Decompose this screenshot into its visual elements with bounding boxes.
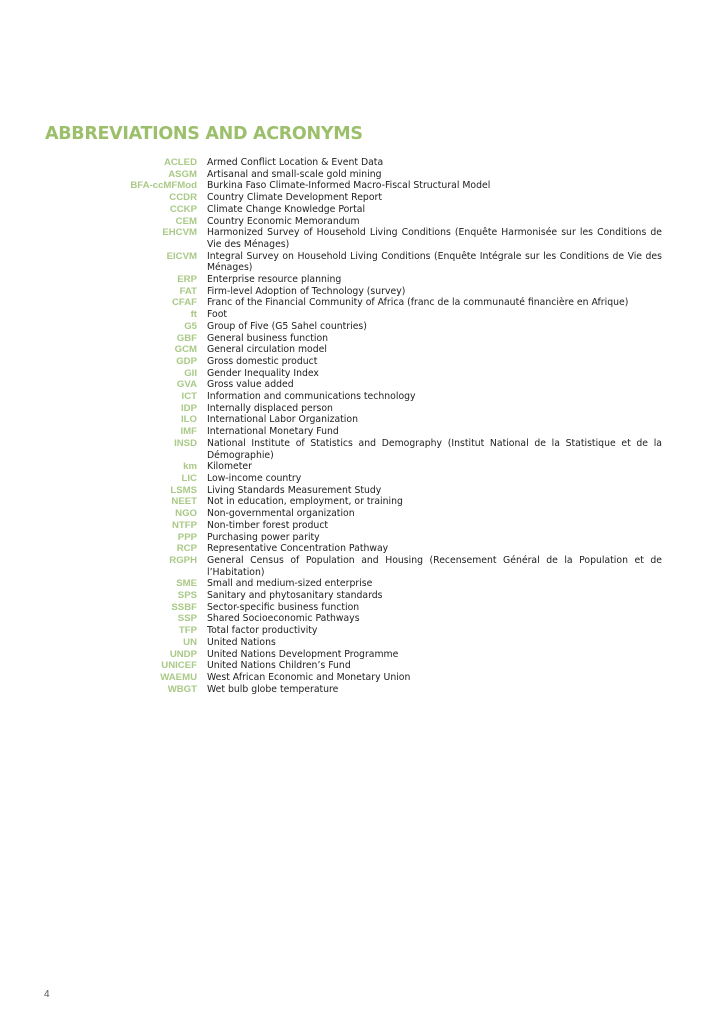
abbreviation-definition: National Institute of Statistics and Demography (Institut National de la Statistique et de la Démographie) (207, 437, 662, 461)
abbreviation-row (0, 414, 724, 426)
abbreviation-definition: Gender Inequality Index (207, 367, 319, 379)
abbreviation-term: NTFP (171, 519, 197, 531)
abbreviation-term: GBF (176, 332, 197, 344)
abbreviation-row (0, 672, 724, 684)
abbreviation-term: EHCVM (162, 227, 197, 239)
abbreviation-row (0, 543, 724, 555)
abbreviation-definition: Wet bulb globe temperature (207, 683, 339, 695)
abbreviation-row (0, 180, 724, 192)
abbreviation-definition: General circulation model (207, 344, 327, 356)
abbreviation-row (0, 684, 724, 696)
abbreviation-row (0, 438, 724, 461)
abbreviation-term: LIC (181, 472, 197, 484)
abbreviation-definition: Total factor productivity (207, 625, 318, 637)
abbreviation-row (0, 309, 724, 321)
abbreviation-term: PPP (177, 531, 197, 543)
abbreviation-definition: Harmonized Survey of Household Living Conditions (Enquête Harmonisée sur les Conditions de Vie des Ménages) (207, 227, 662, 250)
abbreviation-term: GII (184, 367, 197, 379)
abbreviation-row (0, 157, 724, 169)
abbreviation-definition: Low-income country (207, 472, 302, 484)
abbreviation-row (0, 344, 724, 356)
abbreviation-definition: Franc of the Financial Community of Africa (franc de la communauté financière en Afrique) (207, 297, 629, 309)
abbreviation-row (0, 192, 724, 204)
abbreviation-term: FAT (179, 285, 197, 297)
abbreviation-definition: Information and communications technology (207, 391, 416, 403)
abbreviation-term: GDP (176, 355, 197, 367)
abbreviation-term: TFP (178, 625, 197, 637)
abbreviation-term: IDP (181, 402, 197, 414)
abbreviation-row (0, 403, 724, 415)
abbreviation-definition: International Labor Organization (207, 414, 358, 426)
abbreviation-row (0, 227, 724, 250)
abbreviation-row (0, 660, 724, 672)
abbreviation-row (0, 286, 724, 298)
abbreviation-row (0, 216, 724, 228)
abbreviation-term: GCM (174, 344, 197, 356)
abbreviation-term: ERP (177, 274, 197, 286)
abbreviation-row (0, 356, 724, 368)
abbreviation-definition: Gross value added (207, 379, 294, 391)
abbreviation-row (0, 379, 724, 391)
abbreviation-definition: United Nations Children’s Fund (207, 660, 351, 672)
abbreviation-row (0, 649, 724, 661)
abbreviation-term: ASGM (168, 168, 197, 180)
abbreviation-row (0, 625, 724, 637)
abbreviation-term: CCDR (169, 192, 197, 204)
page-number: 4 (44, 989, 50, 1000)
abbreviation-row (0, 532, 724, 544)
abbreviation-term: NGO (175, 508, 197, 520)
abbreviation-term: GVA (176, 379, 197, 391)
abbreviation-definition: West African Economic and Monetary Union (207, 671, 411, 683)
abbreviation-row (0, 637, 724, 649)
abbreviation-definition: Enterprise resource planning (207, 274, 342, 286)
abbreviation-term: ACLED (163, 157, 197, 168)
abbreviation-definition: Shared Socioeconomic Pathways (207, 613, 360, 625)
abbreviation-definition: Purchasing power parity (207, 531, 320, 543)
abbreviation-term: CFAF (171, 297, 197, 309)
abbreviation-row (0, 169, 724, 181)
abbreviation-term: UNICEF (161, 660, 197, 672)
abbreviation-term: CEM (175, 215, 197, 227)
abbreviation-row (0, 496, 724, 508)
abbreviation-term: IMF (180, 426, 197, 438)
abbreviation-row (0, 368, 724, 380)
abbreviation-term: SME (176, 578, 197, 590)
abbreviation-row (0, 251, 724, 274)
abbreviation-row (0, 590, 724, 602)
abbreviation-term: LSMS (170, 484, 197, 496)
abbreviation-term: EICVM (166, 250, 197, 262)
abbreviation-definition: Artisanal and small-scale gold mining (207, 168, 382, 180)
abbreviation-definition: Internally displaced person (207, 402, 333, 414)
abbreviation-row (0, 333, 724, 345)
abbreviation-definition: Not in education, employment, or training (207, 496, 403, 508)
abbreviation-term: RGPH (169, 554, 197, 566)
abbreviation-term: NEET (171, 496, 197, 508)
abbreviation-row (0, 508, 724, 520)
abbreviation-definition: Climate Change Knowledge Portal (207, 203, 366, 215)
abbreviation-row (0, 461, 724, 473)
abbreviation-row (0, 426, 724, 438)
abbreviation-definition: General Census of Population and Housing (Recensement Général de la Population et de l’Habitation) (207, 554, 662, 578)
abbreviation-term: ICT (181, 391, 197, 403)
abbreviation-definition: General business function (207, 332, 329, 344)
abbreviation-row (0, 297, 724, 309)
abbreviation-definition: Small and medium-sized enterprise (207, 578, 373, 590)
abbreviation-definition: Gross domestic product (207, 355, 318, 367)
abbreviation-definition: United Nations (207, 636, 276, 648)
abbreviation-definition: Foot (207, 309, 228, 321)
abbreviation-definition: Non-governmental organization (207, 508, 355, 520)
abbreviation-definition: Sector-specific business function (207, 601, 360, 613)
abbreviation-row (0, 204, 724, 216)
abbreviation-definition: Kilometer (207, 461, 252, 473)
abbreviation-definition: Country Economic Memorandum (207, 215, 360, 227)
abbreviation-row (0, 578, 724, 590)
abbreviation-definition: Country Climate Development Report (207, 192, 382, 204)
abbreviation-term: CCKP (169, 203, 197, 215)
abbreviation-row (0, 613, 724, 625)
abbreviation-term: INSD (174, 437, 197, 449)
abbreviation-term: RCP (176, 543, 197, 555)
abbreviation-term: WBGT (167, 683, 197, 695)
abbreviation-term: G5 (184, 320, 197, 332)
abbreviation-row (0, 321, 724, 333)
abbreviation-definition: Living Standards Measurement Study (207, 484, 382, 496)
abbreviation-term: ft (190, 309, 197, 321)
abbreviation-definition: Sanitary and phytosanitary standards (207, 590, 383, 602)
abbreviation-row (0, 485, 724, 497)
abbreviation-term: SSBF (171, 601, 197, 613)
abbreviation-definition: Non-timber forest product (207, 519, 329, 531)
abbreviation-row (0, 473, 724, 485)
abbreviation-row (0, 274, 724, 286)
abbreviation-definition: United Nations Development Programme (207, 648, 399, 660)
abbreviation-row (0, 602, 724, 614)
abbreviation-term: UN (183, 636, 197, 648)
abbreviation-definition: Group of Five (G5 Sahel countries) (207, 320, 367, 332)
abbreviation-definition: Representative Concentration Pathway (207, 543, 389, 555)
abbreviation-term: SSP (177, 613, 197, 625)
abbreviation-term: WAEMU (160, 671, 197, 683)
abbreviation-definition: Firm-level Adoption of Technology (survey) (207, 285, 406, 297)
abbreviation-term: km (183, 461, 197, 473)
abbreviation-definition: Integral Survey on Household Living Conditions (Enquête Intégrale sur les Conditions de Vie des Ménages) (207, 250, 662, 274)
abbreviation-row (0, 391, 724, 403)
abbreviation-definition: International Monetary Fund (207, 426, 339, 438)
abbreviation-definition: Burkina Faso Climate-Informed Macro-Fiscal Structural Model (207, 180, 491, 192)
abbreviation-row (0, 555, 724, 578)
abbreviation-row (0, 520, 724, 532)
abbreviation-list (0, 157, 724, 695)
abbreviation-term: SPS (177, 590, 197, 602)
page-title: ABBREVIATIONS AND ACRONYMS (45, 124, 363, 144)
abbreviation-term: BFA-ccMFMod (130, 180, 197, 192)
abbreviation-term: ILO (181, 414, 197, 426)
abbreviation-term: UNDP (169, 648, 197, 660)
abbreviation-definition: Armed Conflict Location & Event Data (207, 157, 384, 168)
